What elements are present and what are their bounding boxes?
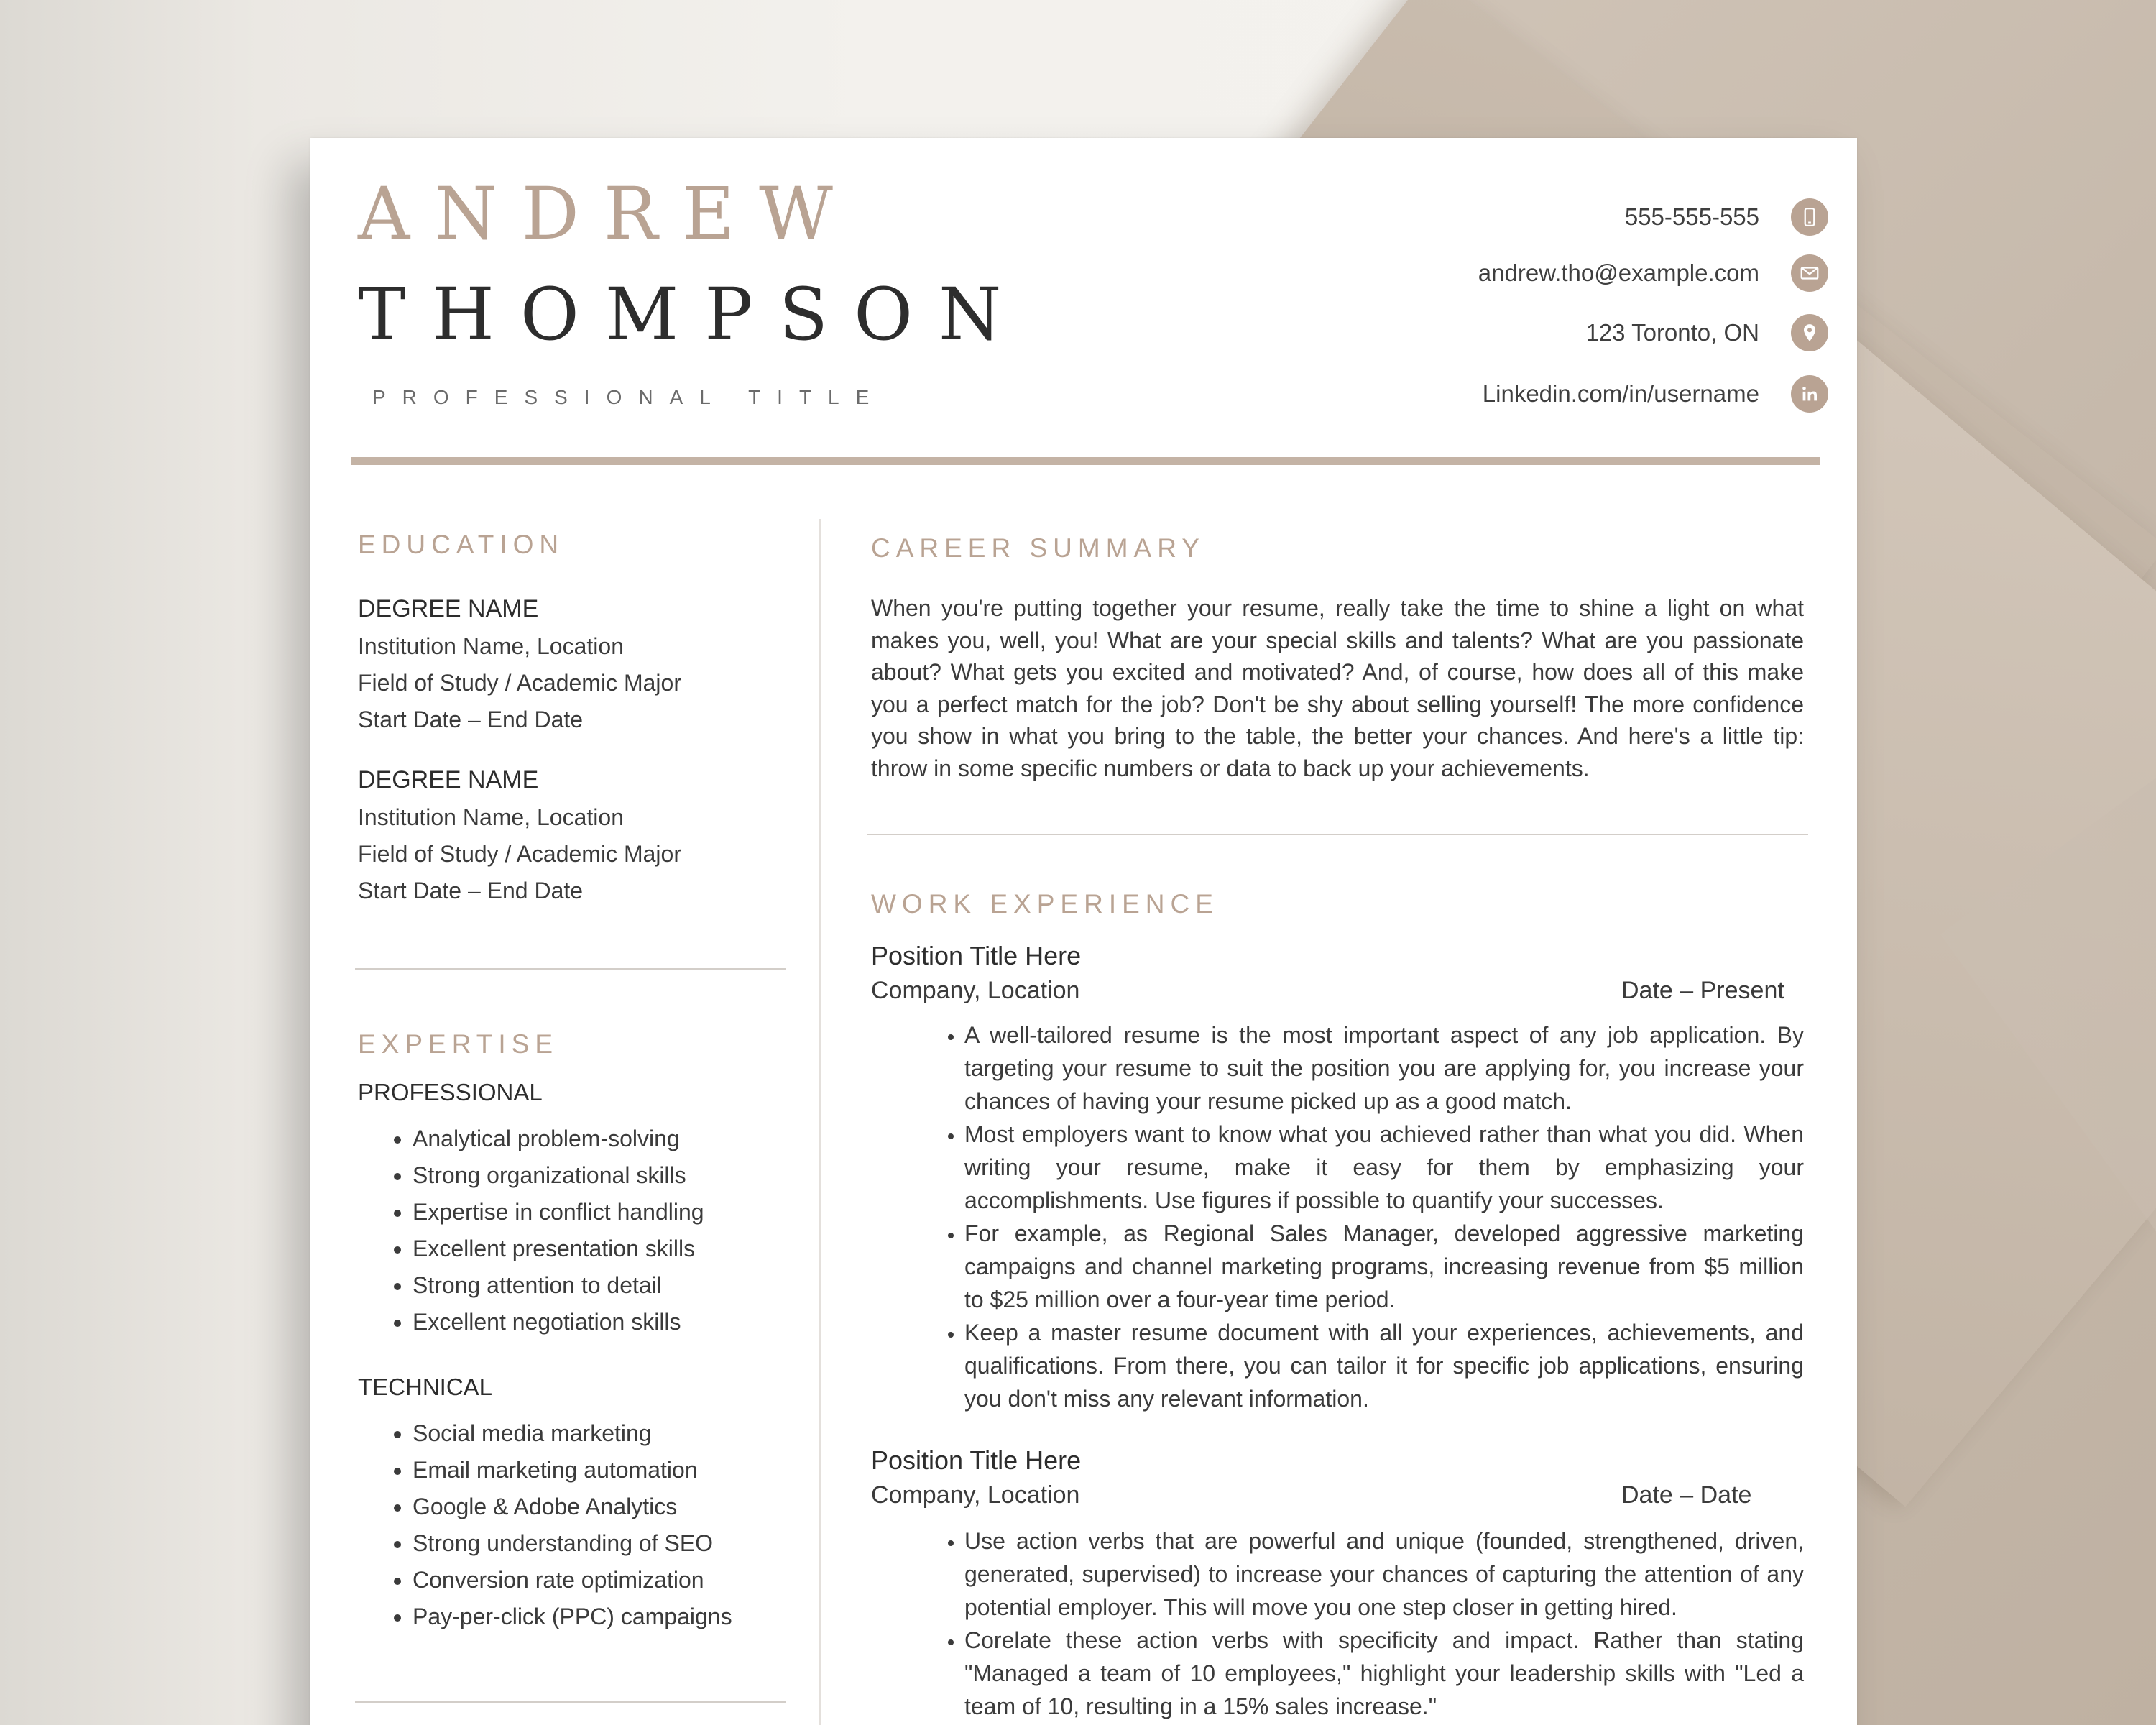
skill-item: • Strong attention to detail [413,1267,789,1304]
phone-text: 555-555-555 [1624,203,1759,230]
skill-item: • Strong organizational skills [413,1157,789,1194]
location-pin-icon [1791,314,1828,351]
skill-item: • Email marketing automation [413,1452,789,1489]
skill-item: • Conversion rate optimization [413,1562,789,1598]
job-bullets [871,1018,1804,1415]
career-summary-heading: CAREER SUMMARY [871,533,1205,563]
resume-page [310,138,1857,1725]
degree-dates: Start Date – End Date [358,878,584,903]
skill-item: • Pay-per-click (PPC) campaigns [413,1598,789,1635]
skill-item: • Strong understanding of SEO [413,1525,789,1562]
company-location: Company, Location [871,977,1080,1004]
section-divider [355,968,786,970]
mail-icon [1791,254,1828,292]
professional-label: PROFESSIONAL [358,1079,543,1105]
job-entry [871,939,1804,1415]
work-experience-heading: WORK EXPERIENCE [871,889,1219,919]
position-title: Position Title Here [871,1445,1082,1475]
job-bullet: • Corelate these action verbs with specificity and impact. Rather than stating "Managed a team of 10 employees," highlight your leadership skills with "Led a team of 10, resulting in a 15% sales increase." [964,1624,1804,1723]
job-entry [871,1443,1804,1723]
skill-item: • Google & Adobe Analytics [413,1489,789,1525]
career-summary [871,592,1804,784]
technical-skills [358,1371,789,1635]
education-entry [358,760,789,909]
field-of-study: Field of Study / Academic Major [358,670,681,696]
skill-item: • Analytical problem-solving [413,1121,789,1157]
institution: Institution Name, Location [358,633,624,659]
job-dates: Date – Date [1621,1481,1752,1509]
contact-email [1478,254,1828,292]
job-bullet: • Most employers want to know what you achieved rather than what you did. When writing your resume, make it easy for them by emphasizing your accomplishments. Use figures if possible to quantify your successes. [964,1118,1804,1217]
phone-icon [1791,198,1828,236]
degree-dates: Start Date – End Date [358,707,584,732]
professional-title: PROFESSIONAL TITLE [372,386,886,408]
first-name: ANDREW [358,172,857,256]
skill-item: • Excellent negotiation skills [413,1304,789,1340]
company-row [871,973,1804,1008]
skill-item: • Expertise in conflict handling [413,1194,789,1230]
job-dates: Date – Present [1621,977,1784,1004]
technical-label: TECHNICAL [358,1374,493,1400]
professional-skills [358,1077,789,1340]
company-location: Company, Location [871,1481,1080,1509]
company-row [871,1478,1804,1512]
linkedin-icon [1791,375,1828,413]
location-text: 123 Toronto, ON [1585,319,1759,346]
job-bullet: • Use action verbs that are powerful and unique (founded, strengthened, driven, generated, supervised) to increase your chances of capturing the attention of any potential employer. This will move you one step closer in getting hired. [964,1524,1804,1624]
section-divider [355,1701,786,1703]
job-bullet: • Keep a master resume document with all your experiences, achievements, and qualifications. From there, you can tailor it for specific job applications, ensuring you don't miss any relevant information. [964,1316,1804,1415]
expertise-heading: EXPERTISE [358,1029,559,1059]
professional-skill-list [358,1121,789,1340]
degree-name: DEGREE NAME [358,595,539,622]
education-entry [358,589,789,738]
career-summary-text: When you're putting together your resume, really take the time to shine a light on what makes you, well, you! What are your special skills and talents? What are you passionate about? What gets you excited and motivated? And, of course, how does all of this make you a perfect match for the job? Don't be shy about selling yourself! The more confidence you show in what you bring to the table, the better your chances. And here's a little tip: throw in some specific numbers or data to back up your achievements. [871,595,1804,781]
section-divider [867,834,1808,835]
header-divider [351,457,1820,465]
column-divider [819,519,821,1725]
education-heading: EDUCATION [358,530,565,559]
job-bullets [871,1524,1804,1723]
contact-phone [1625,198,1828,236]
skill-item: • Excellent presentation skills [413,1230,789,1267]
last-name: THOMPSON [358,272,1028,356]
contact-location [1585,314,1828,351]
email-text: andrew.tho@example.com [1478,259,1759,286]
position-title: Position Title Here [871,941,1082,970]
contact-linkedin [1483,375,1828,413]
degree-name: DEGREE NAME [358,766,539,794]
field-of-study: Field of Study / Academic Major [358,841,681,867]
institution: Institution Name, Location [358,804,624,830]
job-bullet: • For example, as Regional Sales Manager, developed aggressive marketing campaigns and channel marketing programs, increasing revenue from $5 million to $25 million over a four-year time period. [964,1217,1804,1316]
skill-item: • Social media marketing [413,1415,789,1452]
linkedin-text: Linkedin.com/in/username [1482,380,1759,407]
technical-skill-list [358,1415,789,1635]
job-bullet: • A well-tailored resume is the most important aspect of any job application. By targeting your resume to suit the position you are applying for, you increase your chances of having your resume picked up as a good match. [964,1018,1804,1118]
